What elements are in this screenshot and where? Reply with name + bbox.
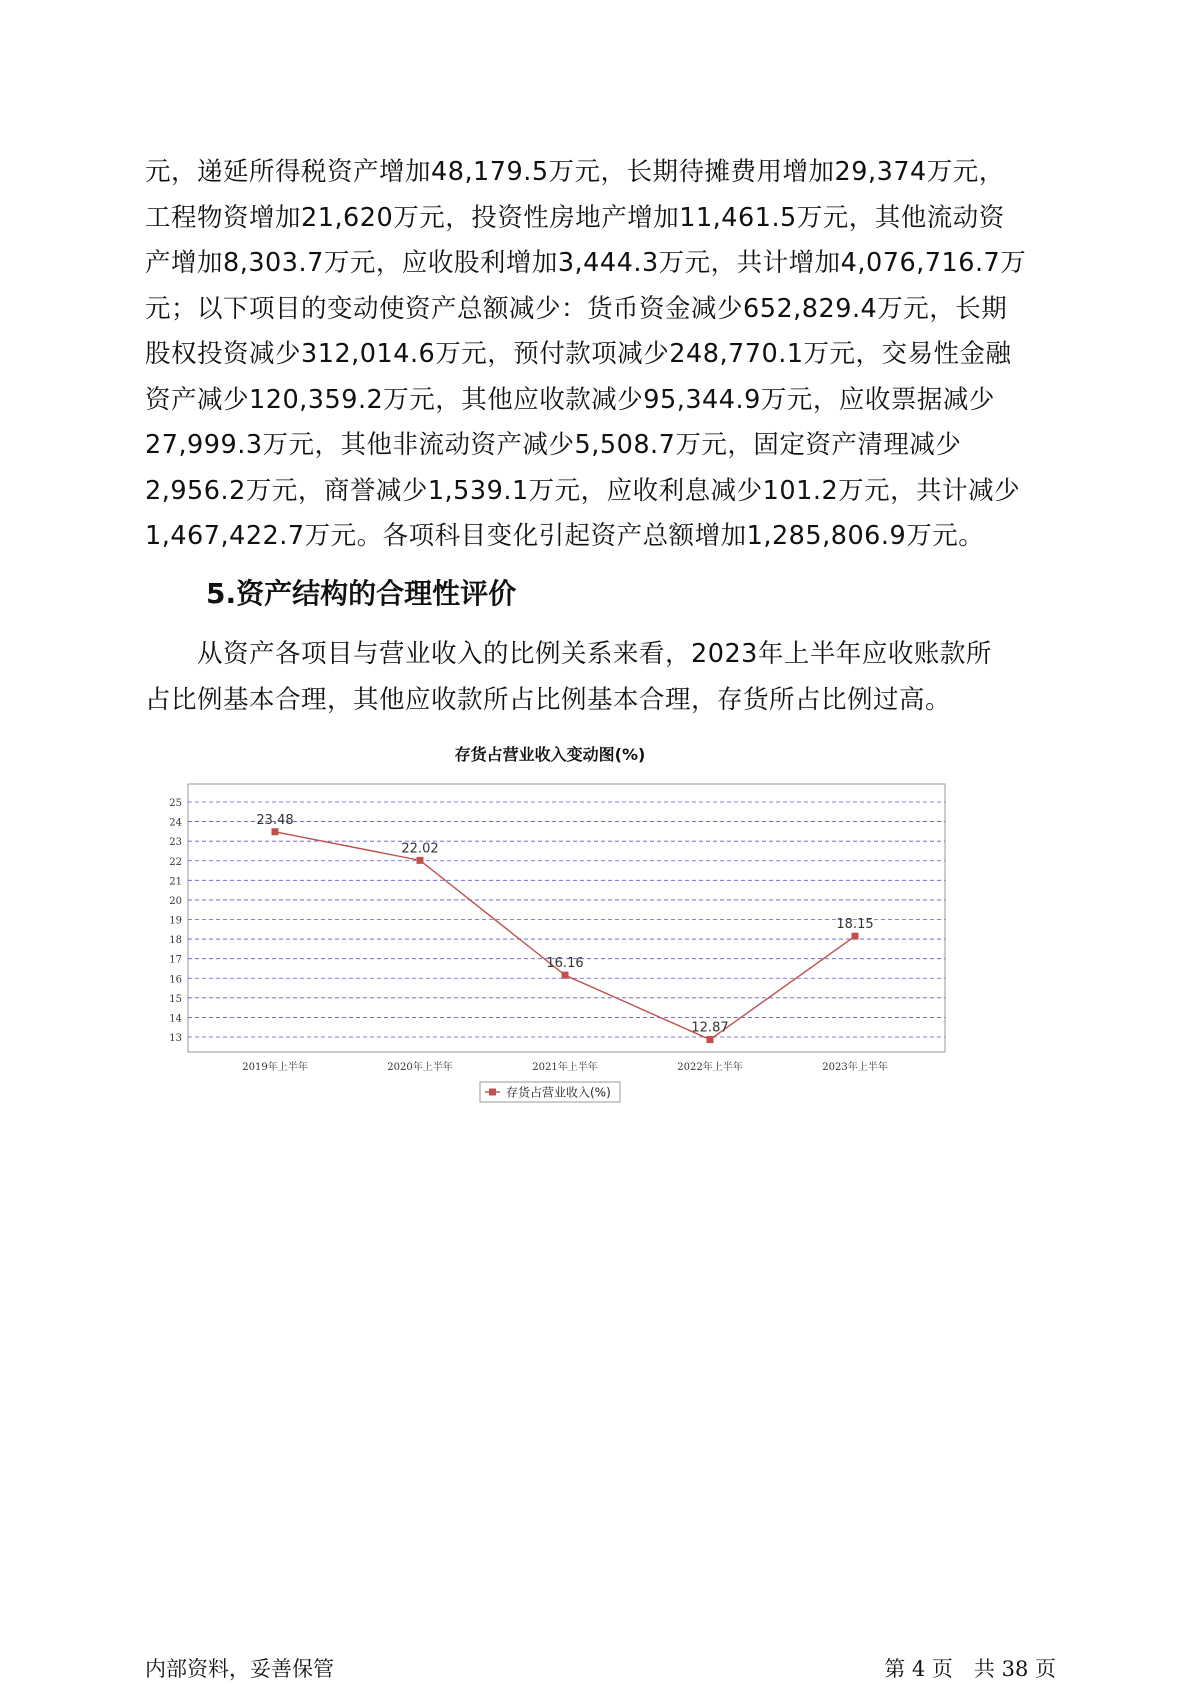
footer-page-number: 第 4 页 共 38 页 — [884, 1657, 1056, 1681]
data-label: 16.16 — [546, 956, 584, 972]
paragraph-1-line: 27,999.3万元，其他非流动资产减少5,508.7万元，固定资产清理减少 — [145, 430, 962, 460]
y-tick-label: 16 — [169, 974, 182, 986]
paragraph-1-line: 元，递延所得税资产增加48,179.5万元，长期待摊费用增加29,374万元， — [145, 157, 1005, 187]
paragraph-1-line: 1,467,422.7万元。各项科目变化引起资产总额增加1,285,806.9万元。 — [145, 521, 985, 551]
y-tick-label: 20 — [169, 895, 182, 907]
paragraph-1-line: 元；以下项目的变动使资产总额减少：货币资金减少652,829.4万元，长期 — [145, 293, 1008, 324]
data-label: 23.48 — [256, 812, 294, 828]
y-tick-label: 21 — [169, 876, 182, 888]
x-tick-label: 2020年上半年 — [387, 1062, 453, 1073]
paragraph-1-line: 资产减少120,359.2万元，其他应收款减少95,344.9万元，应收票据减少 — [145, 384, 995, 415]
paragraph-1-line: 工程物资增加21,620万元，投资性房地产增加11,461.5万元，其他流动资 — [145, 202, 1005, 233]
paragraph-2-line: 占比例基本合理，其他应收款所占比例基本合理，存货所占比例过高。 — [145, 684, 952, 715]
x-tick-label: 2021年上半年 — [532, 1062, 598, 1073]
plot-area — [188, 784, 945, 1052]
y-tick-label: 25 — [169, 798, 182, 809]
body-paragraph-2 — [145, 632, 1055, 723]
inventory-ratio-line-chart — [150, 740, 950, 1110]
legend-marker-swatch — [489, 1089, 496, 1096]
y-tick-label: 14 — [169, 1013, 182, 1025]
y-tick-label: 23 — [169, 837, 182, 849]
section-heading: 5.资产结构的合理性评价 — [206, 577, 517, 610]
y-tick-label: 24 — [169, 817, 182, 829]
body-paragraph-1 — [145, 150, 1055, 560]
data-label: 12.87 — [691, 1020, 729, 1036]
legend-label: 存货占营业收入(%) — [506, 1085, 611, 1100]
x-tick-label: 2023年上半年 — [822, 1062, 888, 1073]
x-tick-label: 2019年上半年 — [242, 1062, 308, 1073]
paragraph-2-line: 从资产各项目与营业收入的比例关系来看，2023年上半年应收账款所 — [145, 639, 992, 669]
y-tick-label: 17 — [169, 954, 182, 966]
data-point-marker — [707, 1036, 714, 1043]
chart-title: 存货占营业收入变动图(%) — [454, 745, 646, 764]
data-point-marker — [852, 933, 859, 940]
data-label: 22.02 — [401, 841, 439, 857]
paragraph-1-line: 股权投资减少312,014.6万元，预付款项减少248,770.1万元，交易性金融 — [145, 339, 1012, 369]
y-tick-label: 22 — [169, 856, 182, 868]
data-point-marker — [417, 857, 424, 864]
y-tick-label: 18 — [169, 935, 182, 947]
data-point-marker — [562, 972, 569, 979]
x-tick-label: 2022年上半年 — [677, 1062, 743, 1073]
y-tick-label: 13 — [169, 1033, 182, 1044]
data-point-marker — [272, 828, 279, 835]
y-tick-label: 15 — [169, 993, 182, 1005]
data-label: 18.15 — [836, 917, 874, 933]
paragraph-1-line: 产增加8,303.7万元，应收股利增加3,444.3万元，共计增加4,076,716.7万 — [145, 248, 1027, 278]
paragraph-1-line: 2,956.2万元，商誉减少1,539.1万元，应收利息减少101.2万元，共计减少 — [145, 475, 1021, 506]
y-tick-label: 19 — [169, 915, 182, 927]
footer-confidential-note: 内部资料，妥善保管 — [145, 1657, 334, 1681]
